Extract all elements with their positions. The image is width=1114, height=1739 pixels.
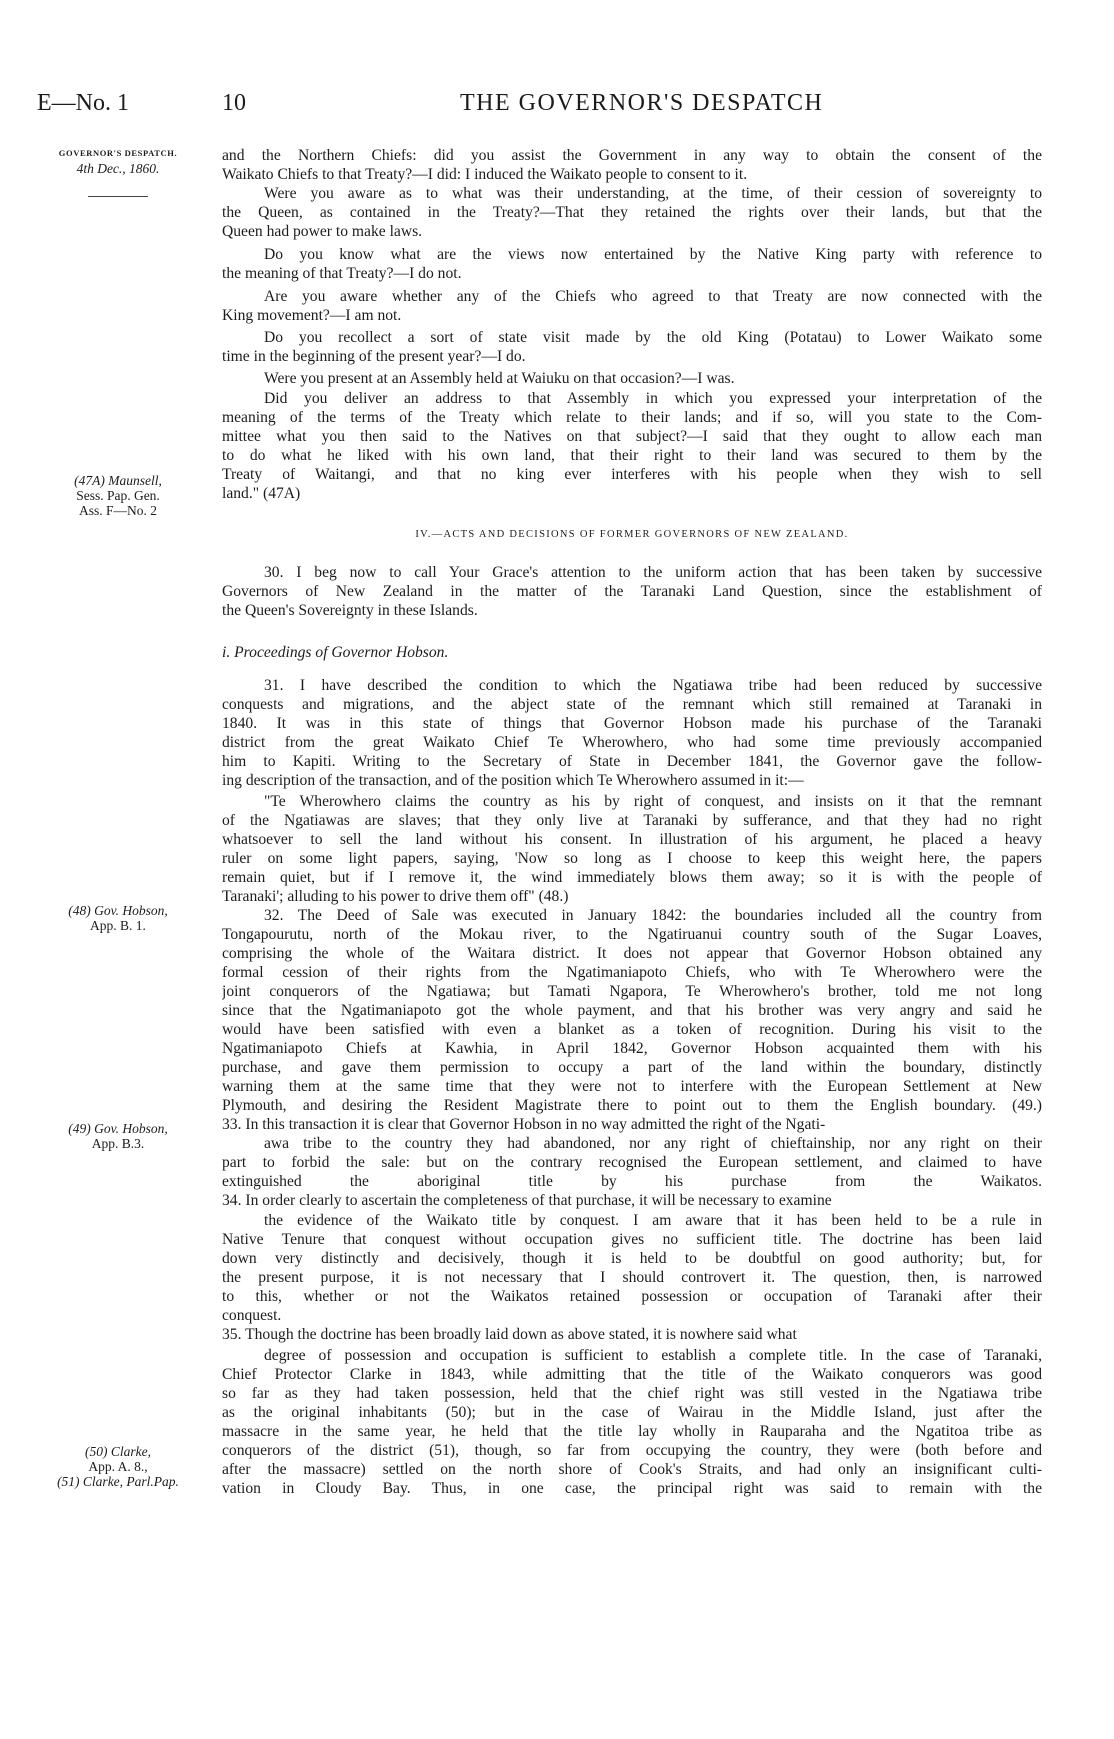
text-line: ing description of the transaction, and of the position which Te Wherowhero assumed in it:— <box>222 772 804 789</box>
margin-note-line: App. B. 1. <box>90 918 146 933</box>
text-line: formal cession of their rights from the Ngatimaniapoto Chiefs, who with Te Wherowhero were the <box>222 964 1042 981</box>
margin-note-50-51 <box>28 1444 208 1489</box>
text-line: time in the beginning of the present year?—I do. <box>222 348 526 365</box>
text-line: Native Tenure that conquest without occupation gives no sufficient title. The doctrine has been laid <box>222 1231 1042 1248</box>
text-line: Queen had power to make laws. <box>222 223 423 240</box>
margin-note-line: 4th Dec., 1860. <box>76 161 160 176</box>
text-line: down very distinctly and decisively, though it is held to be doubtful on good authority; but, for <box>222 1250 1042 1267</box>
text-line: the meaning of that Treaty?—I do not. <box>222 265 462 282</box>
text-line: Plymouth, and desiring the Resident Magistrate there to point out to them the English boundary. (49.) <box>222 1097 1042 1114</box>
margin-note-despatch-date <box>28 146 208 176</box>
text-line: land." (47A) <box>222 485 301 502</box>
text-line: meaning of the terms of the Treaty which relate to their lands; and if so, will you state to the Com- <box>222 409 1042 426</box>
text-line: 33. In this transaction it is clear that Governor Hobson in no way admitted the right of the Ngati- <box>222 1116 826 1133</box>
text-line: warning them at the same time that they were not to interfere with the European Settlement at New <box>222 1078 1042 1095</box>
text-line: extinguished the aboriginal title by his purchase from the Waikatos. <box>222 1173 1042 1190</box>
text-line: to this, whether or not the Waikatos retained possession or occupation of Taranaki after their <box>222 1288 1042 1305</box>
running-header <box>0 86 1114 126</box>
text-line: so far as they had taken possession, held that the chief right was still vested in the Ngatiawa tribe <box>222 1385 1042 1402</box>
text-line: comprising the whole of the Waitara district. It does not appear that Governor Hobson obtained any <box>222 945 1042 962</box>
text-line: vation in Cloudy Bay. Thus, in one case, the principal right was said to remain with the <box>222 1480 1042 1497</box>
text-line: of the Ngatiawas are slaves; that they only live at Taranaki by sufferance, and that they had no right <box>222 812 1042 829</box>
margin-note-47a <box>28 473 208 518</box>
margin-note-line: (47A) Maunsell, <box>74 473 162 488</box>
text-line: Do you recollect a sort of state visit made by the old King (Potatau) to Lower Waikato some <box>264 329 1042 346</box>
text-line: 35. Though the doctrine has been broadly laid down as above stated, it is nowhere said what <box>222 1326 797 1343</box>
text-line: Treaty of Waitangi, and that no king ever interferes with his people when they wish to sell <box>222 466 1042 483</box>
text-line: Chief Protector Clarke in 1843, while admitting that the title of the Waikato conquerors was good <box>222 1366 1042 1383</box>
subsection-heading: i. Proceedings of Governor Hobson. <box>222 644 449 661</box>
text-line: 1840. It was in this state of things that Governor Hobson made his purchase of the Taranaki <box>222 715 1042 732</box>
text-line: district from the great Waikato Chief Te Wherowhero, who had some time previously accompanied <box>222 734 1042 751</box>
text-line: the present purpose, it is not necessary that I should controvert it. The question, then, is narrowed <box>222 1269 1042 1286</box>
text-line: Governors of New Zealand in the matter of the Taranaki Land Question, since the establishment of <box>222 583 1042 600</box>
text-line: 34. In order clearly to ascertain the completeness of that purchase, it will be necessary to examine <box>222 1192 832 1209</box>
text-line: the Queen's Sovereignty in these Islands. <box>222 602 478 619</box>
text-line: Taranaki'; alluding to his power to drive them off" (48.) <box>222 888 569 905</box>
text-line: since that the Ngatimaniapoto got the whole payment, and that his brother was very angry and said he <box>222 1002 1042 1019</box>
text-line: conquest. <box>222 1307 282 1324</box>
text-line: Tongapourutu, north of the Mokau river, to the Ngatiruanui country south of the Sugar Loaves, <box>222 926 1042 943</box>
text-line: 30. I beg now to call Your Grace's attention to the uniform action that has been taken by successive <box>264 564 1042 581</box>
text-line: Ngatimaniapoto Chiefs at Kawhia, in April 1842, Governor Hobson acquainted them with his <box>222 1040 1042 1057</box>
margin-note-line: GOVERNOR'S DESPATCH. <box>58 148 178 158</box>
section-heading: IV.—ACTS AND DECISIONS OF FORMER GOVERNORS OF NEW ZEALAND. <box>415 529 849 540</box>
session-number: E—No. 1 <box>37 90 129 116</box>
text-line: after the massacre) settled on the north shore of Cook's Straits, and had only an insignificant culti- <box>222 1461 1042 1478</box>
margin-note-line: (49) Gov. Hobson, <box>68 1121 168 1136</box>
text-line: Are you aware whether any of the Chiefs who agreed to that Treaty are now connected with the <box>264 288 1042 305</box>
text-line: the evidence of the Waikato title by conquest. I am aware that it has been held to be a rule in <box>264 1212 1042 1229</box>
text-line: Were you present at an Assembly held at Waiuku on that occasion?—I was. <box>264 370 735 387</box>
text-line: and the Northern Chiefs: did you assist the Government in any way to obtain the consent of the <box>222 147 1042 164</box>
text-line: degree of possession and occupation is sufficient to establish a complete title. In the case of Taranaki, <box>264 1347 1042 1364</box>
text-line: joint conquerors of the Ngatiawa; but Tamati Ngapora, Te Wherowhero's brother, told me not long <box>222 983 1042 1000</box>
text-line: Did you deliver an address to that Assembly in which you expressed your interpretation of the <box>264 390 1042 407</box>
margin-note-line: (50) Clarke, <box>85 1444 151 1459</box>
text-line: Waikato Chiefs to that Treaty?—I did: I induced the Waikato people to consent to it. <box>222 166 748 183</box>
text-line: 31. I have described the condition to which the Ngatiawa tribe had been reduced by successive <box>264 677 1042 694</box>
text-line: Were you aware as to what was their understanding, at the time, of their cession of sovereignty to <box>264 185 1042 202</box>
text-line: conquests and migrations, and the abject state of the remnant which still remained at Taranaki in <box>222 696 1042 713</box>
margin-note-line: App. A. 8., <box>88 1459 148 1474</box>
page-title: THE GOVERNOR'S DESPATCH <box>460 90 824 116</box>
margin-note-49 <box>28 1121 208 1151</box>
text-line <box>222 1498 1042 1517</box>
text-line: would have been satisfied with even a blanket as a token of recognition. During his visit to the <box>222 1021 1042 1038</box>
text-line: him to Kapiti. Writing to the Secretary of State in December 1841, the Governor gave the follow- <box>222 753 1042 770</box>
text-line: mittee what you then said to the Natives on that subject?—I said that they ought to allow each man <box>222 428 1042 445</box>
margin-note-line: Sess. Pap. Gen. <box>76 488 160 503</box>
margin-note-line: (51) Clarke, Parl.Pap. <box>57 1474 179 1489</box>
text-line: awa tribe to the country they had abandoned, nor any right of chieftainship, nor any right on their <box>264 1135 1042 1152</box>
text-line: the Queen, as contained in the Treaty?—That they retained the rights over their lands, but that the <box>222 204 1042 221</box>
text-line: purchase, and gave them permission to occupy a part of the land within the boundary, distinctly <box>222 1059 1042 1076</box>
margin-note-line: App. B.3. <box>91 1136 145 1151</box>
text-line: as the original inhabitants (50); but in the case of Wairau in the Middle Island, just after the <box>222 1404 1042 1421</box>
text-line: ruler on some light papers, saying, 'Now so long as I choose to keep this weight here, the papers <box>222 850 1042 867</box>
text-line: Do you know what are the views now entertained by the Native King party with reference to <box>264 246 1042 263</box>
text-line: "Te Wherowhero claims the country as his by right of conquest, and insists on it that the remnant <box>264 793 1042 810</box>
text-line: remain quiet, but if I remove it, the wind immediately blows them away; so it is with the people of <box>222 869 1042 886</box>
text-line: 32. The Deed of Sale was executed in January 1842: the boundaries included all the country from <box>264 907 1042 924</box>
margin-note-48 <box>28 903 208 933</box>
text-line: King movement?—I am not. <box>222 307 402 324</box>
text-line: whatsoever to sell the land without his consent. In illustration of his argument, he placed a heavy <box>222 831 1042 848</box>
text-line: conquerors of the district (51), though, so far from occupying the country, they were (both before and <box>222 1442 1042 1459</box>
text-line: to do what he liked with his own land, that their right to their land was secured to them by the <box>222 447 1042 464</box>
margin-note-line: (48) Gov. Hobson, <box>68 903 168 918</box>
text-line: part to forbid the sale: but on the contrary recognised the European settlement, and claimed to have <box>222 1154 1042 1171</box>
margin-divider <box>88 196 148 197</box>
page-number: 10 <box>222 90 246 116</box>
margin-note-line: Ass. F—No. 2 <box>78 503 157 518</box>
text-line: massacre in the same year, he held that the title lay wholly in Rauparaha and the Ngatitoa tribe as <box>222 1423 1042 1440</box>
